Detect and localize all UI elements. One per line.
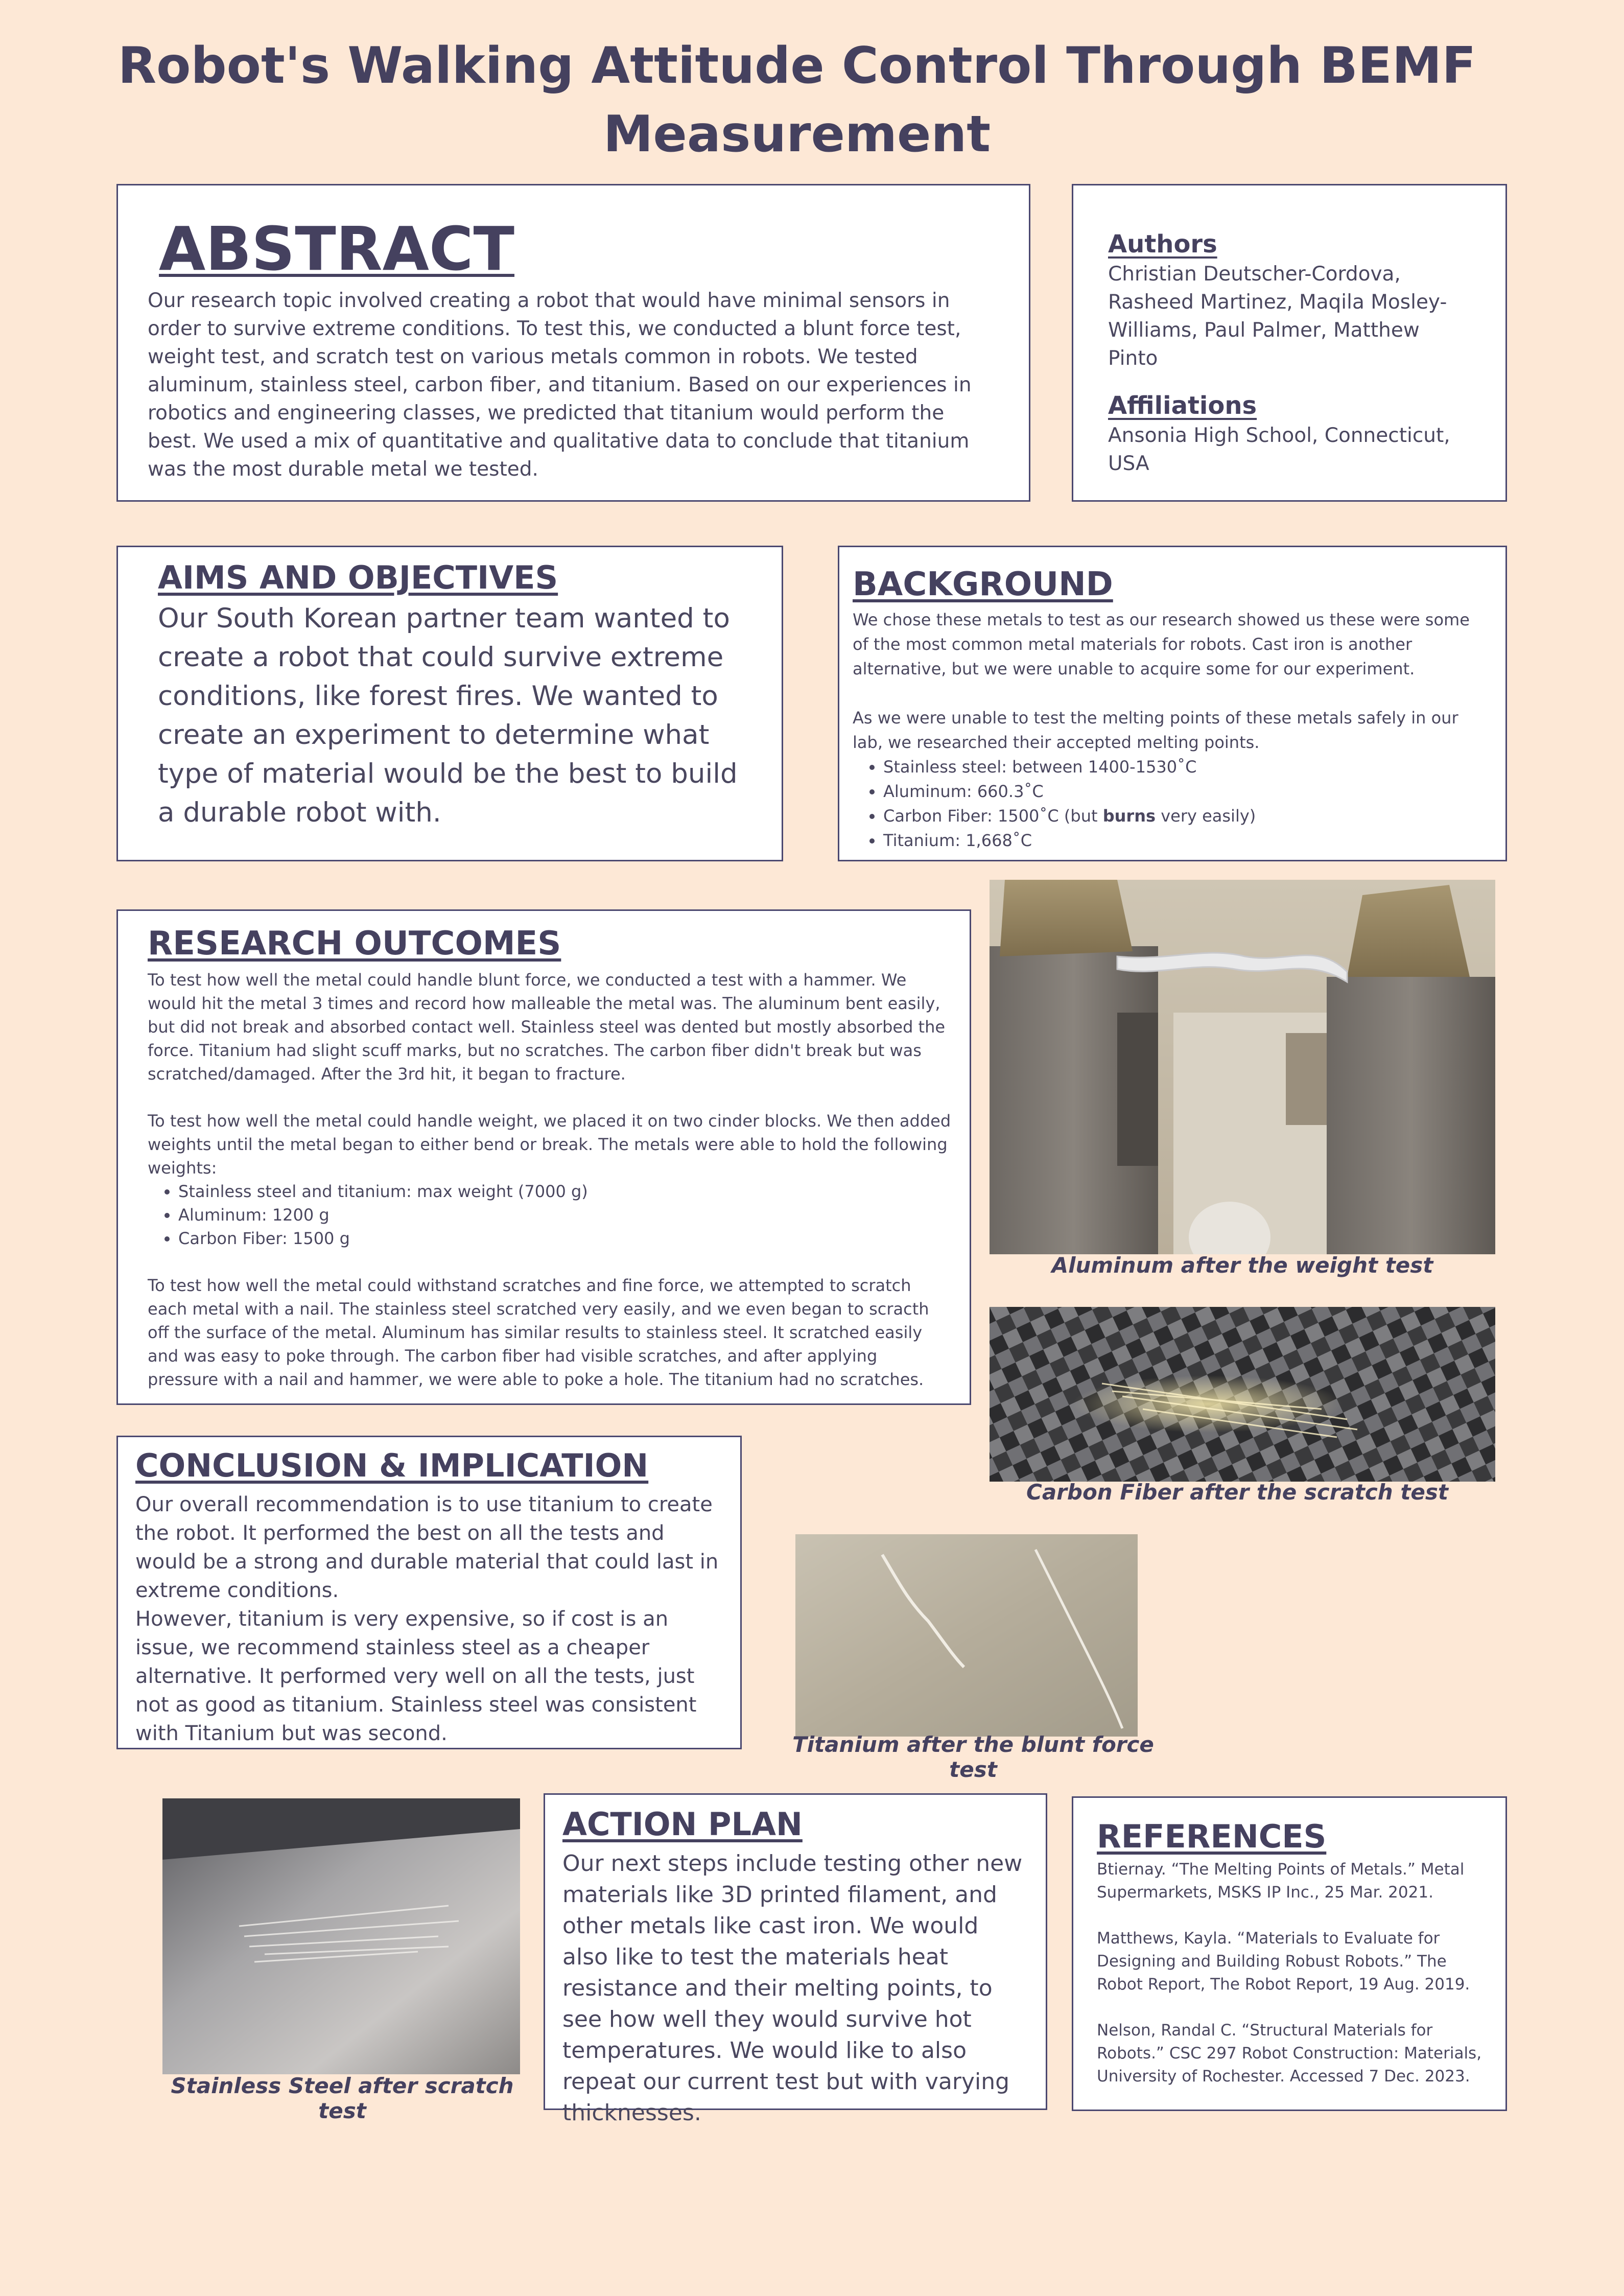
aims-text: Our South Korean partner team wanted to create a robot that could survive extreme conditions, like forest fires. We wanted to create an experiment to determine what type of material would be the best to build a durable robot with. bbox=[158, 603, 738, 828]
background-p2: As we were unable to test the melting points of these metals safely in our lab, we researched their accepted melting points. bbox=[853, 708, 1458, 752]
melting-points-list bbox=[853, 755, 1485, 853]
research-section bbox=[116, 909, 971, 1405]
weights-list bbox=[148, 1180, 951, 1250]
carbon-photo-image bbox=[990, 1307, 1495, 1482]
research-p3: To test how well the metal could withstand scratches and fine force, we attempted to scratch each metal with a nail. The stainless steel scratched very easily, and we even began to scracth off the surface of the metal. Aluminum has similar results to stainless steel. It scratched easily and was easy to poke through. The carbon fiber had visible scratches, and after applying pressure with a nail and hammer, we were able to poke a hole. The titanium had no scratches. bbox=[148, 1276, 929, 1389]
titanium-caption: Titanium after the blunt force test bbox=[792, 1732, 1154, 1782]
carbon-fiber-photo bbox=[990, 1307, 1495, 1482]
list-item: • Carbon Fiber: 1500 g bbox=[178, 1227, 951, 1250]
aluminum-weight-test-photo bbox=[990, 880, 1495, 1254]
list-item: • Aluminum: 660.3˚C bbox=[883, 779, 1485, 804]
carbon-fiber-caption: Carbon Fiber after the scratch test bbox=[1026, 1480, 1448, 1505]
poster-title: Robot's Walking Attitude Control Through BEMF Measurement bbox=[117, 37, 1476, 163]
abstract-section bbox=[116, 184, 1030, 502]
aluminum-caption: Aluminum after the weight test bbox=[1051, 1253, 1433, 1278]
titanium-photo bbox=[795, 1534, 1138, 1737]
titanium-photo-image bbox=[795, 1534, 1138, 1737]
aluminum-photo-image bbox=[990, 880, 1495, 1254]
action-plan-heading: ACTION PLAN bbox=[562, 1806, 803, 1843]
action-plan-section bbox=[544, 1793, 1047, 2126]
conclusion-p1: Our overall recommendation is to use titanium to create the robot. It performed the best on all the tests and would be a strong and durable material that could last in extreme conditions. bbox=[135, 1493, 719, 1602]
abstract-heading: ABSTRACT bbox=[159, 214, 515, 284]
background-heading: BACKGROUND bbox=[853, 566, 1113, 603]
research-heading: RESEARCH OUTCOMES bbox=[148, 925, 561, 963]
research-p1: To test how well the metal could handle blunt force, we conducted a test with a hammer. We would hit the metal 3 times and record how malleable the metal was. The aluminum bent easily, but did not break and absorbed contact well. Stainless steel was dented but mostly absorbed the force. Titanium had slight scuff marks, but no scratches. The carbon fiber didn't break but was scratched/damaged. After the 3rd hit, it began to fracture. bbox=[148, 970, 946, 1084]
aims-section bbox=[116, 546, 783, 861]
reference-item: Matthews, Kayla. “Materials to Evaluate for Designing and Building Robust Robots.” The Robot Report, The Robot Report, 19 Aug. 2019. bbox=[1097, 1929, 1470, 1994]
affiliations-text: Ansonia High School, Connecticut, USA bbox=[1108, 424, 1450, 475]
references-heading: REFERENCES bbox=[1097, 1818, 1327, 1855]
list-item: • Carbon Fiber: 1500˚C (but burns very easily) bbox=[883, 804, 1485, 828]
bold-word: burns bbox=[1102, 806, 1156, 826]
list-item: • Aluminum: 1200 g bbox=[178, 1203, 951, 1227]
background-section bbox=[838, 546, 1507, 861]
background-p1: We chose these metals to test as our research showed us these were some of the most common metal materials for robots. Cast iron is another alternative, but we were unable to acquire some for our experiment. bbox=[853, 610, 1470, 678]
list-item: • Stainless steel: between 1400-1530˚C bbox=[883, 755, 1485, 779]
authors-names: Christian Deutscher-Cordova, Rasheed Martinez, Maqila Mosley-Williams, Paul Palmer, Matthew Pinto bbox=[1108, 263, 1447, 370]
conclusion-p2: However, titanium is very expensive, so if cost is an issue, we recommend stainless steel as a cheaper alternative. It performed very well on all the tests, just not as good as titanium. Stainless steel was consistent with Titanium but was second. bbox=[135, 1607, 697, 1745]
stainless-photo-image bbox=[162, 1798, 520, 2074]
aims-heading: AIMS AND OBJECTIVES bbox=[158, 559, 558, 596]
list-item: • Titanium: 1,668˚C bbox=[883, 828, 1485, 853]
conclusion-heading: CONCLUSION & IMPLICATION bbox=[135, 1447, 649, 1484]
authors-heading: Authors bbox=[1108, 230, 1217, 259]
references-section bbox=[1072, 1796, 1507, 2111]
reference-item: Nelson, Randal C. “Structural Materials for Robots.” CSC 297 Robot Construction: Materials, University of Rochester. Accessed 7 Dec. 2023. bbox=[1097, 2021, 1482, 2086]
list-item: • Stainless steel and titanium: max weight (7000 g) bbox=[178, 1180, 951, 1203]
action-plan-text: Our next steps include testing other new materials like 3D printed filament, and other metals like cast iron. We would also like to test the materials heat resistance and their melting points, to see how well they would survive hot temperatures. We would like to also repeat our current test but with varying thicknesses. bbox=[562, 1850, 1023, 2126]
stainless-steel-photo bbox=[162, 1798, 520, 2074]
research-p2: To test how well the metal could handle weight, we placed it on two cinder blocks. We then added weights until the metal began to either bend or break. The metals were able to hold the following weights: bbox=[148, 1111, 951, 1178]
reference-item: Btiernay. “The Melting Points of Metals.” Metal Supermarkets, MSKS IP Inc., 25 Mar. 2021. bbox=[1097, 1860, 1465, 1902]
conclusion-section bbox=[116, 1436, 742, 1749]
abstract-text: Our research topic involved creating a robot that would have minimal sensors in order to survive extreme conditions. To test this, we conducted a blunt force test, weight test, and scratch test on various metals common in robots. We tested aluminum, stainless steel, carbon fiber, and titanium. Based on our experiences in robotics and engineering classes, we predicted that titanium would perform the best. We used a mix of quantitative and qualitative data to conclude that titanium was the most durable metal we tested. bbox=[148, 289, 972, 481]
authors-section bbox=[1072, 184, 1507, 502]
affiliations-heading: Affiliations bbox=[1108, 391, 1257, 420]
stainless-steel-caption: Stainless Steel after scratch test bbox=[171, 2073, 514, 2123]
